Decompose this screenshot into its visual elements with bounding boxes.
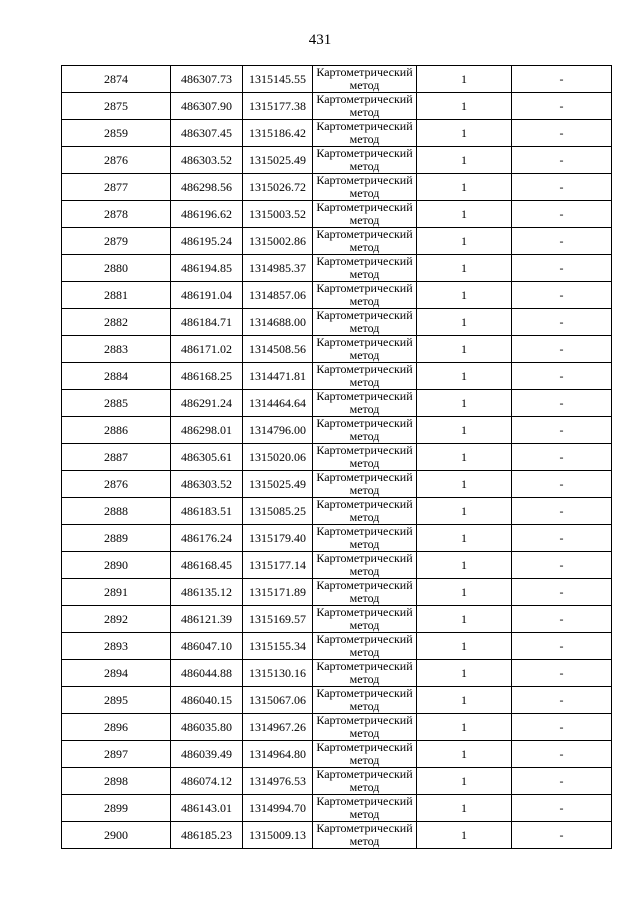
accuracy-cell: 1 — [417, 471, 512, 498]
method-cell — [313, 255, 417, 282]
y-coordinate-cell: 1315026.72 — [243, 174, 313, 201]
method-line-1: Картометрический — [316, 335, 413, 349]
y-coordinate-cell: 1315169.57 — [243, 606, 313, 633]
y-coordinate-cell: 1314508.56 — [243, 336, 313, 363]
note-cell: - — [512, 714, 612, 741]
accuracy-cell: 1 — [417, 174, 512, 201]
method-line-1: Картометрический — [316, 92, 413, 106]
method-line-1: Картометрический — [316, 173, 413, 187]
method-line-2: метод — [349, 78, 380, 92]
point-number-cell: 2889 — [62, 525, 171, 552]
note-cell: - — [512, 795, 612, 822]
method-cell — [313, 552, 417, 579]
method-line-2: метод — [349, 510, 380, 524]
point-number-cell: 2880 — [62, 255, 171, 282]
method-cell — [313, 417, 417, 444]
accuracy-cell: 1 — [417, 822, 512, 849]
y-coordinate-cell: 1315020.06 — [243, 444, 313, 471]
point-number-cell: 2876 — [62, 471, 171, 498]
x-coordinate-cell: 486303.52 — [171, 147, 243, 174]
method-line-2: метод — [349, 159, 380, 173]
table-row — [62, 633, 612, 660]
point-number-cell: 2893 — [62, 633, 171, 660]
y-coordinate-cell: 1315179.40 — [243, 525, 313, 552]
table-row — [62, 741, 612, 768]
method-cell — [313, 768, 417, 795]
method-cell — [313, 336, 417, 363]
method-line-1: Картометрический — [316, 65, 413, 79]
table-row — [62, 498, 612, 525]
table-row — [62, 363, 612, 390]
method-line-1: Картометрический — [316, 308, 413, 322]
method-line-1: Картометрический — [316, 605, 413, 619]
y-coordinate-cell: 1315025.49 — [243, 471, 313, 498]
method-line-2: метод — [349, 375, 380, 389]
point-number-cell: 2892 — [62, 606, 171, 633]
method-cell — [313, 444, 417, 471]
method-line-1: Картометрический — [316, 470, 413, 484]
note-cell: - — [512, 444, 612, 471]
point-number-cell: 2882 — [62, 309, 171, 336]
method-line-1: Картометрический — [316, 767, 413, 781]
accuracy-cell: 1 — [417, 363, 512, 390]
y-coordinate-cell: 1315130.16 — [243, 660, 313, 687]
method-line-1: Картометрический — [316, 443, 413, 457]
table-row — [62, 336, 612, 363]
point-number-cell: 2886 — [62, 417, 171, 444]
accuracy-cell: 1 — [417, 201, 512, 228]
table-row — [62, 525, 612, 552]
page-number: 431 — [308, 32, 332, 48]
method-cell — [313, 201, 417, 228]
note-cell: - — [512, 390, 612, 417]
x-coordinate-cell: 486303.52 — [171, 471, 243, 498]
accuracy-cell: 1 — [417, 768, 512, 795]
method-line-2: метод — [349, 699, 380, 713]
method-line-2: метод — [349, 186, 380, 200]
accuracy-cell: 1 — [417, 66, 512, 93]
table-row — [62, 201, 612, 228]
method-cell — [313, 660, 417, 687]
point-number-cell: 2875 — [62, 93, 171, 120]
note-cell: - — [512, 174, 612, 201]
point-number-cell: 2899 — [62, 795, 171, 822]
y-coordinate-cell: 1315003.52 — [243, 201, 313, 228]
note-cell: - — [512, 822, 612, 849]
table-body — [62, 66, 612, 849]
table-row — [62, 768, 612, 795]
method-line-2: метод — [349, 591, 380, 605]
accuracy-cell: 1 — [417, 147, 512, 174]
method-cell — [313, 120, 417, 147]
y-coordinate-cell: 1315009.13 — [243, 822, 313, 849]
method-line-1: Картометрический — [316, 497, 413, 511]
x-coordinate-cell: 486184.71 — [171, 309, 243, 336]
x-coordinate-cell: 486191.04 — [171, 282, 243, 309]
accuracy-cell: 1 — [417, 417, 512, 444]
accuracy-cell: 1 — [417, 228, 512, 255]
point-number-cell: 2900 — [62, 822, 171, 849]
method-cell — [313, 93, 417, 120]
method-cell — [313, 174, 417, 201]
x-coordinate-cell: 486143.01 — [171, 795, 243, 822]
note-cell: - — [512, 363, 612, 390]
note-cell: - — [512, 606, 612, 633]
method-line-1: Картометрический — [316, 362, 413, 376]
accuracy-cell: 1 — [417, 255, 512, 282]
point-number-cell: 2897 — [62, 741, 171, 768]
x-coordinate-cell: 486171.02 — [171, 336, 243, 363]
method-cell — [313, 309, 417, 336]
point-number-cell: 2896 — [62, 714, 171, 741]
x-coordinate-cell: 486044.88 — [171, 660, 243, 687]
point-number-cell: 2859 — [62, 120, 171, 147]
point-number-cell: 2874 — [62, 66, 171, 93]
y-coordinate-cell: 1314796.00 — [243, 417, 313, 444]
method-line-2: метод — [349, 429, 380, 443]
accuracy-cell: 1 — [417, 336, 512, 363]
table-row — [62, 471, 612, 498]
method-line-1: Картометрический — [316, 146, 413, 160]
note-cell: - — [512, 525, 612, 552]
accuracy-cell: 1 — [417, 120, 512, 147]
accuracy-cell: 1 — [417, 444, 512, 471]
table-row — [62, 714, 612, 741]
note-cell: - — [512, 147, 612, 174]
x-coordinate-cell: 486121.39 — [171, 606, 243, 633]
accuracy-cell: 1 — [417, 552, 512, 579]
x-coordinate-cell: 486074.12 — [171, 768, 243, 795]
method-cell — [313, 822, 417, 849]
x-coordinate-cell: 486185.23 — [171, 822, 243, 849]
x-coordinate-cell: 486307.45 — [171, 120, 243, 147]
y-coordinate-cell: 1314857.06 — [243, 282, 313, 309]
accuracy-cell: 1 — [417, 633, 512, 660]
y-coordinate-cell: 1315171.89 — [243, 579, 313, 606]
method-line-2: метод — [349, 807, 380, 821]
note-cell: - — [512, 471, 612, 498]
method-cell — [313, 498, 417, 525]
note-cell: - — [512, 741, 612, 768]
x-coordinate-cell: 486291.24 — [171, 390, 243, 417]
method-cell — [313, 633, 417, 660]
table-row — [62, 606, 612, 633]
table-row — [62, 228, 612, 255]
method-cell — [313, 228, 417, 255]
x-coordinate-cell: 486298.01 — [171, 417, 243, 444]
y-coordinate-cell: 1314464.64 — [243, 390, 313, 417]
y-coordinate-cell: 1314964.80 — [243, 741, 313, 768]
method-cell — [313, 363, 417, 390]
table-row — [62, 579, 612, 606]
method-line-1: Картометрический — [316, 659, 413, 673]
y-coordinate-cell: 1314976.53 — [243, 768, 313, 795]
point-number-cell: 2894 — [62, 660, 171, 687]
table-row — [62, 822, 612, 849]
x-coordinate-cell: 486035.80 — [171, 714, 243, 741]
method-line-2: метод — [349, 645, 380, 659]
accuracy-cell: 1 — [417, 741, 512, 768]
y-coordinate-cell: 1314985.37 — [243, 255, 313, 282]
method-cell — [313, 147, 417, 174]
x-coordinate-cell: 486183.51 — [171, 498, 243, 525]
y-coordinate-cell: 1315002.86 — [243, 228, 313, 255]
x-coordinate-cell: 486047.10 — [171, 633, 243, 660]
note-cell: - — [512, 201, 612, 228]
method-line-1: Картометрический — [316, 740, 413, 754]
method-line-2: метод — [349, 132, 380, 146]
method-line-2: метод — [349, 564, 380, 578]
method-line-1: Картометрический — [316, 713, 413, 727]
point-number-cell: 2890 — [62, 552, 171, 579]
x-coordinate-cell: 486305.61 — [171, 444, 243, 471]
method-line-2: метод — [349, 402, 380, 416]
point-number-cell: 2891 — [62, 579, 171, 606]
method-line-2: метод — [349, 834, 380, 848]
point-number-cell: 2895 — [62, 687, 171, 714]
method-cell — [313, 471, 417, 498]
table-row — [62, 120, 612, 147]
accuracy-cell: 1 — [417, 660, 512, 687]
table-row — [62, 309, 612, 336]
method-line-2: метод — [349, 456, 380, 470]
y-coordinate-cell: 1315177.14 — [243, 552, 313, 579]
method-line-2: метод — [349, 780, 380, 794]
coordinates-table — [61, 65, 612, 849]
note-cell: - — [512, 417, 612, 444]
note-cell: - — [512, 768, 612, 795]
method-line-1: Картометрический — [316, 200, 413, 214]
method-line-1: Картометрический — [316, 389, 413, 403]
y-coordinate-cell: 1315025.49 — [243, 147, 313, 174]
table-row — [62, 147, 612, 174]
x-coordinate-cell: 486195.24 — [171, 228, 243, 255]
method-line-2: метод — [349, 267, 380, 281]
table-row — [62, 93, 612, 120]
y-coordinate-cell: 1315155.34 — [243, 633, 313, 660]
point-number-cell: 2883 — [62, 336, 171, 363]
y-coordinate-cell: 1314688.00 — [243, 309, 313, 336]
note-cell: - — [512, 282, 612, 309]
accuracy-cell: 1 — [417, 606, 512, 633]
point-number-cell: 2878 — [62, 201, 171, 228]
method-line-2: метод — [349, 240, 380, 254]
table-row — [62, 255, 612, 282]
method-cell — [313, 606, 417, 633]
x-coordinate-cell: 486194.85 — [171, 255, 243, 282]
point-number-cell: 2879 — [62, 228, 171, 255]
method-line-2: метод — [349, 726, 380, 740]
table-row — [62, 687, 612, 714]
accuracy-cell: 1 — [417, 687, 512, 714]
accuracy-cell: 1 — [417, 795, 512, 822]
x-coordinate-cell: 486196.62 — [171, 201, 243, 228]
y-coordinate-cell: 1314471.81 — [243, 363, 313, 390]
method-line-2: метод — [349, 537, 380, 551]
note-cell: - — [512, 498, 612, 525]
method-line-2: метод — [349, 753, 380, 767]
method-cell — [313, 525, 417, 552]
x-coordinate-cell: 486039.49 — [171, 741, 243, 768]
method-line-1: Картометрический — [316, 254, 413, 268]
table-row — [62, 444, 612, 471]
table-row — [62, 390, 612, 417]
method-cell — [313, 579, 417, 606]
method-cell — [313, 687, 417, 714]
note-cell: - — [512, 633, 612, 660]
accuracy-cell: 1 — [417, 309, 512, 336]
y-coordinate-cell: 1315186.42 — [243, 120, 313, 147]
method-line-1: Картометрический — [316, 794, 413, 808]
x-coordinate-cell: 486135.12 — [171, 579, 243, 606]
x-coordinate-cell: 486298.56 — [171, 174, 243, 201]
y-coordinate-cell: 1315145.55 — [243, 66, 313, 93]
method-line-2: метод — [349, 213, 380, 227]
note-cell: - — [512, 336, 612, 363]
method-line-1: Картометрический — [316, 821, 413, 835]
point-number-cell: 2888 — [62, 498, 171, 525]
table-row — [62, 282, 612, 309]
method-cell — [313, 390, 417, 417]
point-number-cell: 2884 — [62, 363, 171, 390]
point-number-cell: 2876 — [62, 147, 171, 174]
point-number-cell: 2877 — [62, 174, 171, 201]
table-row — [62, 174, 612, 201]
x-coordinate-cell: 486176.24 — [171, 525, 243, 552]
table-row — [62, 552, 612, 579]
method-line-1: Картометрический — [316, 578, 413, 592]
accuracy-cell: 1 — [417, 525, 512, 552]
note-cell: - — [512, 66, 612, 93]
point-number-cell: 2885 — [62, 390, 171, 417]
accuracy-cell: 1 — [417, 498, 512, 525]
point-number-cell: 2881 — [62, 282, 171, 309]
x-coordinate-cell: 486168.45 — [171, 552, 243, 579]
method-line-1: Картометрический — [316, 551, 413, 565]
method-line-2: метод — [349, 105, 380, 119]
method-line-2: метод — [349, 321, 380, 335]
note-cell: - — [512, 687, 612, 714]
method-line-2: метод — [349, 348, 380, 362]
accuracy-cell: 1 — [417, 390, 512, 417]
x-coordinate-cell: 486168.25 — [171, 363, 243, 390]
method-line-1: Картометрический — [316, 281, 413, 295]
table-row — [62, 795, 612, 822]
note-cell: - — [512, 120, 612, 147]
y-coordinate-cell: 1314994.70 — [243, 795, 313, 822]
method-line-2: метод — [349, 294, 380, 308]
note-cell: - — [512, 552, 612, 579]
x-coordinate-cell: 486307.90 — [171, 93, 243, 120]
accuracy-cell: 1 — [417, 579, 512, 606]
method-line-1: Картометрический — [316, 119, 413, 133]
y-coordinate-cell: 1314967.26 — [243, 714, 313, 741]
point-number-cell: 2887 — [62, 444, 171, 471]
method-line-1: Картометрический — [316, 632, 413, 646]
note-cell: - — [512, 93, 612, 120]
y-coordinate-cell: 1315177.38 — [243, 93, 313, 120]
point-number-cell: 2898 — [62, 768, 171, 795]
method-line-2: метод — [349, 672, 380, 686]
method-line-1: Картометрический — [316, 416, 413, 430]
accuracy-cell: 1 — [417, 714, 512, 741]
accuracy-cell: 1 — [417, 93, 512, 120]
method-cell — [313, 795, 417, 822]
method-cell — [313, 282, 417, 309]
x-coordinate-cell: 486040.15 — [171, 687, 243, 714]
note-cell: - — [512, 228, 612, 255]
note-cell: - — [512, 309, 612, 336]
x-coordinate-cell: 486307.73 — [171, 66, 243, 93]
method-line-1: Картометрический — [316, 524, 413, 538]
accuracy-cell: 1 — [417, 282, 512, 309]
note-cell: - — [512, 255, 612, 282]
method-line-1: Картометрический — [316, 227, 413, 241]
method-line-1: Картометрический — [316, 686, 413, 700]
method-line-2: метод — [349, 483, 380, 497]
table-row — [62, 660, 612, 687]
note-cell: - — [512, 660, 612, 687]
y-coordinate-cell: 1315085.25 — [243, 498, 313, 525]
note-cell: - — [512, 579, 612, 606]
y-coordinate-cell: 1315067.06 — [243, 687, 313, 714]
method-line-2: метод — [349, 618, 380, 632]
method-cell — [313, 66, 417, 93]
method-cell — [313, 741, 417, 768]
table-row — [62, 66, 612, 93]
table-row — [62, 417, 612, 444]
method-cell — [313, 714, 417, 741]
